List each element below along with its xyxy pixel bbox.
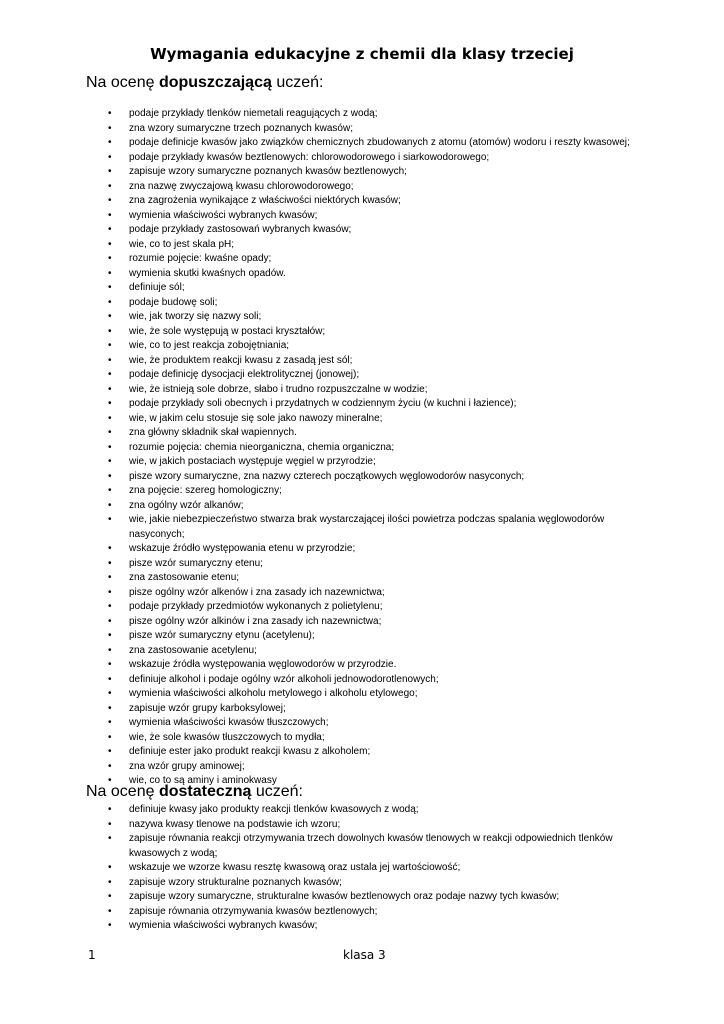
list-item: • wie, że produktem reakcji kwasu z zasadą jest sól; [108,354,648,369]
list-item: • nazywa kwasy tlenowe na podstawie ich wzoru; [108,818,648,833]
list-item: • definiuje kwasy jako produkty reakcji tlenków kwasowych z wodą; [108,803,648,818]
list-item: • zapisuje równania reakcji otrzymywania trzech dowolnych kwasów tlenowych w reakcji odpowiednich tlenków kwasowych z wodą; [108,832,648,861]
list-item: • wie, że sole kwasów tłuszczowych to mydła; [108,731,648,746]
list-item: • wie, co to jest skala pH; [108,238,648,253]
list-item: • pisze wzory sumaryczne, zna nazwy czterech początkowych węglowodorów nasyconych; [108,470,648,485]
list-item: • wie, co to są aminy i aminokwasy [108,774,648,789]
requirements-list-dostateczna [108,803,648,934]
heading-suffix: uczeń: [271,74,324,91]
list-item: • pisze ogólny wzór alkinów i zna zasady ich nazewnictwa; [108,615,648,630]
document-title: Wymagania edukacyjne z chemii dla klasy trzeciej [150,45,574,63]
list-item: • wie, jak tworzy się nazwy soli; [108,310,648,325]
list-item: • zapisuje wzór grupy karboksylowej; [108,702,648,717]
footer-class-label: klasa 3 [343,948,386,962]
list-item: • wskazuje we wzorze kwasu resztę kwasową oraz ustala jej wartościowość; [108,861,648,876]
list-item: • pisze wzór sumaryczny etynu (acetylenu); [108,629,648,644]
list-item: • zapisuje równania otrzymywania kwasów beztlenowych; [108,905,648,920]
section-heading-dopuszczajaca [86,74,323,92]
list-item: • wskazuje źródło występowania etenu w przyrodzie; [108,542,648,557]
list-item: • podaje definicje kwasów jako związków chemicznych zbudowanych z atomu (atomów) wodoru i reszty kwasowej; [108,136,648,151]
list-item: • zna zastosowanie acetylenu; [108,644,648,659]
list-item: • definiuje sól; [108,281,648,296]
list-item: • zna zastosowanie etenu; [108,571,648,586]
list-item: • definiuje alkohol i podaje ogólny wzór alkoholi jednowodorotlenowych; [108,673,648,688]
list-item: • pisze wzór sumaryczny etenu; [108,557,648,572]
list-item: • podaje przykłady kwasów beztlenowych: chlorowodorowego i siarkowodorowego; [108,151,648,166]
list-item: • rozumie pojęcia: chemia nieorganiczna, chemia organiczna; [108,441,648,456]
page-number: 1 [88,948,96,962]
list-item: • podaje przykłady zastosowań wybranych kwasów; [108,223,648,238]
list-item: • zapisuje wzory sumaryczne, strukturalne kwasów beztlenowych oraz podaje nazwy tych kwasów; [108,890,648,905]
list-item: • podaje budowę soli; [108,296,648,311]
list-item: • wymienia właściwości wybranych kwasów; [108,919,648,934]
list-item: • podaje definicję dysocjacji elektrolitycznej (jonowej); [108,368,648,383]
list-item: • wymienia właściwości kwasów tłuszczowych; [108,716,648,731]
list-item: • zapisuje wzory strukturalne poznanych kwasów; [108,876,648,891]
list-item: • zapisuje wzory sumaryczne poznanych kwasów beztlenowych; [108,165,648,180]
list-item: • pisze ogólny wzór alkenów i zna zasady ich nazewnictwa; [108,586,648,601]
list-item: • podaje przykłady tlenków niemetali reagujących z wodą; [108,107,648,122]
list-item: • wskazuje źródła występowania węglowodorów w przyrodzie. [108,658,648,673]
list-item: • podaje przykłady przedmiotów wykonanych z polietylenu; [108,600,648,615]
list-item: • wymienia skutki kwaśnych opadów. [108,267,648,282]
heading-grade: dopuszczającą [158,74,272,91]
list-item: • rozumie pojęcie: kwaśne opady; [108,252,648,267]
list-item: • definiuje ester jako produkt reakcji kwasu z alkoholem; [108,745,648,760]
list-item: • wie, że istnieją sole dobrze, słabo i trudno rozpuszczalne w wodzie; [108,383,648,398]
list-item: • zna pojęcie: szereg homologiczny; [108,484,648,499]
list-item: • wie, co to jest reakcja zobojętniania; [108,339,648,354]
heading-suffix: uczeń: [251,783,303,800]
list-item: • zna wzory sumaryczne trzech poznanych kwasów; [108,122,648,137]
list-item: • wie, w jakim celu stosuje się sole jako nawozy mineralne; [108,412,648,427]
list-item: • zna główny składnik skał wapiennych. [108,426,648,441]
section-heading-dostateczna [86,783,303,801]
heading-prefix: Na ocenę [86,783,159,800]
heading-grade: dostateczną [158,783,252,800]
list-item: • wymienia właściwości alkoholu metylowego i alkoholu etylowego; [108,687,648,702]
list-item: • wymienia właściwości wybranych kwasów; [108,209,648,224]
list-item: • zna wzór grupy aminowej; [108,760,648,775]
list-item: • wie, w jakich postaciach występuje węgiel w przyrodzie; [108,455,648,470]
heading-prefix: Na ocenę [86,74,159,91]
list-item: • zna zagrożenia wynikające z właściwości niektórych kwasów; [108,194,648,209]
list-item: • podaje przykłady soli obecnych i przydatnych w codziennym życiu (w kuchni i łazience); [108,397,648,412]
list-item: • wie, że sole występują w postaci kryształów; [108,325,648,340]
list-item: • wie, jakie niebezpieczeństwo stwarza brak wystarczającej ilości powietrza podczas spalania węglowodorów nasyconych; [108,513,648,542]
requirements-list-dopuszczajaca [108,107,648,789]
list-item: • zna ogólny wzór alkanów; [108,499,648,514]
list-item: • zna nazwę zwyczajową kwasu chlorowodorowego; [108,180,648,195]
